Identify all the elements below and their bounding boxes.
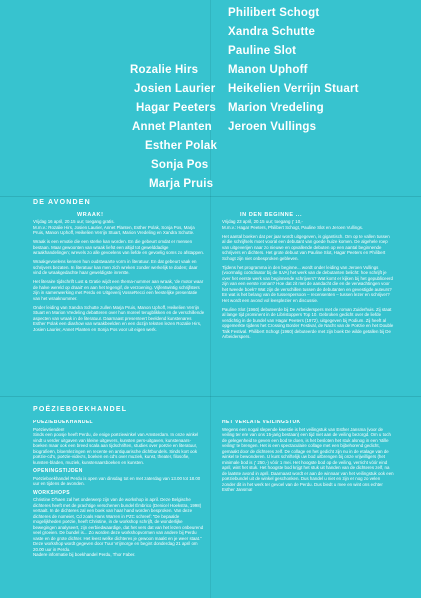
name: Philibert Schogt [228,7,320,19]
paragraph: Het literaire tijdschrift Lust & Gratie wijdt een thema-nummer aan wraak, 'de motor waar de halve wereld op draait' en aan het tegengif, de verzoening. Vijfentwintig schrijfsters zijn in samenwerking met Perdu en Uitgeverij VosseRecci een feestelijke presentatie van het wraaknummer. [33,279,204,301]
name: Heikelien Verrijn Stuart [228,83,359,95]
name: Marja Pruis [149,178,214,190]
name: Manon Uphoff [228,64,308,76]
heading: OPENINGSTIJDEN [33,468,83,474]
heading: HET VERLATE VEILINGSTUK [222,420,301,425]
paragraph: Wegens een nogal slepende kwestie is het veilingstuk van Esther Jansma (voor de veiling ter ere van ons 15-jarig bestaan) een tijd niet aan de veiling bezorgd. Om u toch de gelegenheid te geven een bod te doen, is het besloten het stuk alsnog in een 'stille veiling' te brengen. Het is een spectaculaire collage met een bijbehorend gedicht, gemaakt door de dichteres zelf. De collage en het gedicht zijn nu in de etalage van de winkel te bewonderen. U kunt schriftelijk uw bod uitbrengen bij onze vrijwilligers (het minimale bod is ƒ 250,-) vóór 1 mei. Het hoogste bod op de veiling, verricht vóór eind april, wint het stuk. Het hoogste bod krijgt het stuk uit handen van de dichteres zelf, na de laatste avond in april. Daarnaast wordt er aan de winnaar van het veilingstuk ook een poëziebundel uit de winkel geschonken. Dus handel u niet en zijn er nog zo velen zonder dit in het werk ter gevoel van de Perdu. Dus biedt u mee en wint ons echter Esther Jansma! [222,426,394,492]
paragraph: Onder leiding van Xandra Schutte zullen Marja Pruis, Manon Uphoff, Heikelien Verrijn Stuart en Marion Vredeling debatteren over hun moreel terugblikken en de verschillende aspecten van wraak in de literatuur. Daarnaast presenteert beeldend kunstenares Esther Polak een diashow van wraakbeelden en een dozijn teksten lezen Rozalie Hirs, Josien Laurier, Annet Planten en Sonja Pos voor uit eigen werk. [33,304,205,332]
names-column-left [130,61,218,194]
paragraph: Het aantal boeken dat per jaar wordt uitgegeven, is gigantisch. Om op te vallen tussen al die schrijfsels moet vooral een debutant van goede huize komen. De algehele roep van uitgeverijen naar zo nieuwe en opvallende debuten op een aantal beginnende schrijvers en dichters. Het grote debuut van Pauline Slot, Hagar Peeters en Philibert Schogt zijn niet onbesproken gebleven. [222,233,390,261]
poezieboekhandel-right-column [222,420,394,592]
date-line: Vrijdag 16 april, 20.15 uur; toegang gratis. [33,219,115,224]
section-title-avonden: DE AVONDEN [33,199,91,206]
name: Pauline Slot [228,45,297,57]
name: Xandra Schutte [228,26,316,38]
avonden-left-column [33,219,205,391]
paragraph: Sinds een poosje heeft Perdu, de enige poëziewinkel van Amsterdam. In onze winkel vindt u verder uitgaven van kleine uitgevers, kunsten pers-uitgaven, kunstenaars-boeken maar ook een breed scala aan tijdschriften, studies over poëzie en literatuur, biografieën, bloemlezingen en recente en antiquarische dichtbundels. Sinds kort ook poëzie-cd's, poëzie-video's, boeken en cd's over muziek, kunst, theater, filosofie, kunsten-bladen, muziek, kunstenaarsboeken en kunsten. [33,432,199,465]
paragraph: Nadere informatie bij boekhandel Perdu, Thor Faber. [33,552,136,557]
with-line: M.m.v.: Hagar Peeters, Philibert Schogt, Pauline Slot en Jeroen Vullings. [222,224,364,230]
names-column-right [228,4,359,137]
subtitle-in-den-beginne: IN DEN BEGINNE ... [240,212,303,218]
name: Esther Polak [145,140,218,152]
paragraph: Wraakgevoelens kennen hun oudstwaarte vorm in literatuur. En dat gebeurt vaak en schrijvers bezaten. In literatuur kan men zich wreken zonder werkelijk te doden; daar vind de wraakgedachte haar geweldigste inrentte. [33,259,198,275]
name: Hagar Peeters [136,102,216,114]
avonden-right-column [222,219,394,391]
subtitle-wraak: WRAAK! [77,212,104,218]
name: Annet Planten [132,121,212,133]
heading: POËZIEBOEKHANDEL [33,420,94,425]
name: Josien Laurier [134,83,216,95]
paragraph: Poëzievrienden! [33,426,65,432]
paragraph: Poëzieboekhandel Perdu is open van dinsdag tot en met zaterdag van 13.00 tot 18.00 uur en tijdens de avonden. [33,475,201,486]
name: Marion Vredeling [228,102,324,114]
date-line: Vrijdag 23 april, 20.15 uur; toegang ƒ 10,- [222,219,303,224]
paragraph: Pauline Slot (1960) debuteerde bij De Arbeiderspers met de roman Zuiderhuis. Zij staat al lange tijd prominent in de Libristoppers Top 10. Gebroken gedicht over de liefde verdichtig in de bundel van Hagar Peeters (1972), uitgegeven bij Podium. Zij heeft al opgemerkte tijdens het Crossing Border Festival, de Nacht van de Poëzie en het Double Talk Festival. Philibert Schogt (1960) debuteerde met zijn boek De wilde getallen bij De Arbeiderspers. [222,306,394,339]
name: Sonja Pos [151,159,209,171]
paragraph: Wraak is een emotie die een sterke kan worden. En die gebeurt omdat er mensen bestaan. Maar gewoonten van wraak liefst een altijd tot gewelddadige wraakhandelingen; wrevels zo alle gevoelens van liefde en gevoelig soms zo afstappen. [33,239,205,255]
paragraph: Christine D'haen zal het onderwerp zijn van de workshop in april. Deze Belgische dichteres heeft met de prachtige verschenen bundel Ëmbrico (Denicel Hoekstra, 1998) vertaalt. In de dichteres zal een boek van haar hand worden besproken. Van deze dichteres de nomeiet, Cd zoals Hans Warren in PZC schreef: “De bepaalde mogelijkheden poëzie, heeft Christine, in de workshop schrijft, de wonderlijke bewegingen analyseert, zijn eerbiedwaardige, dat het vers dat van het lezen onbeurend veel groeien. De bundel is... Zo worden deze workshopvormen van andere bij Perdu vaste en de grote dichter. Het leest welke dichteres je gewoon maakt en je weer staat.” Deze workshop wordt gegeven door Tuur Vrijmorge en begint donderdag 21 april om 20.00 uur in Perdu. [33,497,204,552]
poezieboekhandel-left-column [33,420,205,592]
name: Jeroen Vullings [228,121,317,133]
heading: WORKSHOPS [33,489,70,496]
with-line: M.m.v.: Rozalie Hirs, Josien Laurier, Annet Planten, Esther Polak, Sonja Pos, Marja Pruis, Manon Uphoff, Heikelien Verrijn Stuart, Marion Vredeling en Xandra Schutte. [33,224,195,235]
section-title-poezieboekhandel: POËZIEBOEKHANDEL [33,406,128,413]
name: Rozalie Hirs [130,64,199,76]
paragraph: Tijdens het programma in den beginne... wordt onder leiding van Jeroen Vullings (voormalig coördinator bij de ILVA) het werk van de debutanten belicht: hoe schrijft je over het eerste werk van beginnende schrijvers? Wat komt er kijken bij het gepubliceerd zijn van een eerste roman? Hoe dat zit met de aandacht die en de verwachtingen voor het tweede boek? Wat zijn de verschillen tussen de debutanten en gevestigde auteurs? En wat is het belang van de tussenpersoon – recensenten – tussen lezer en schrijver? Het wordt een avond vol leesplezier en discussie. [222,264,393,303]
